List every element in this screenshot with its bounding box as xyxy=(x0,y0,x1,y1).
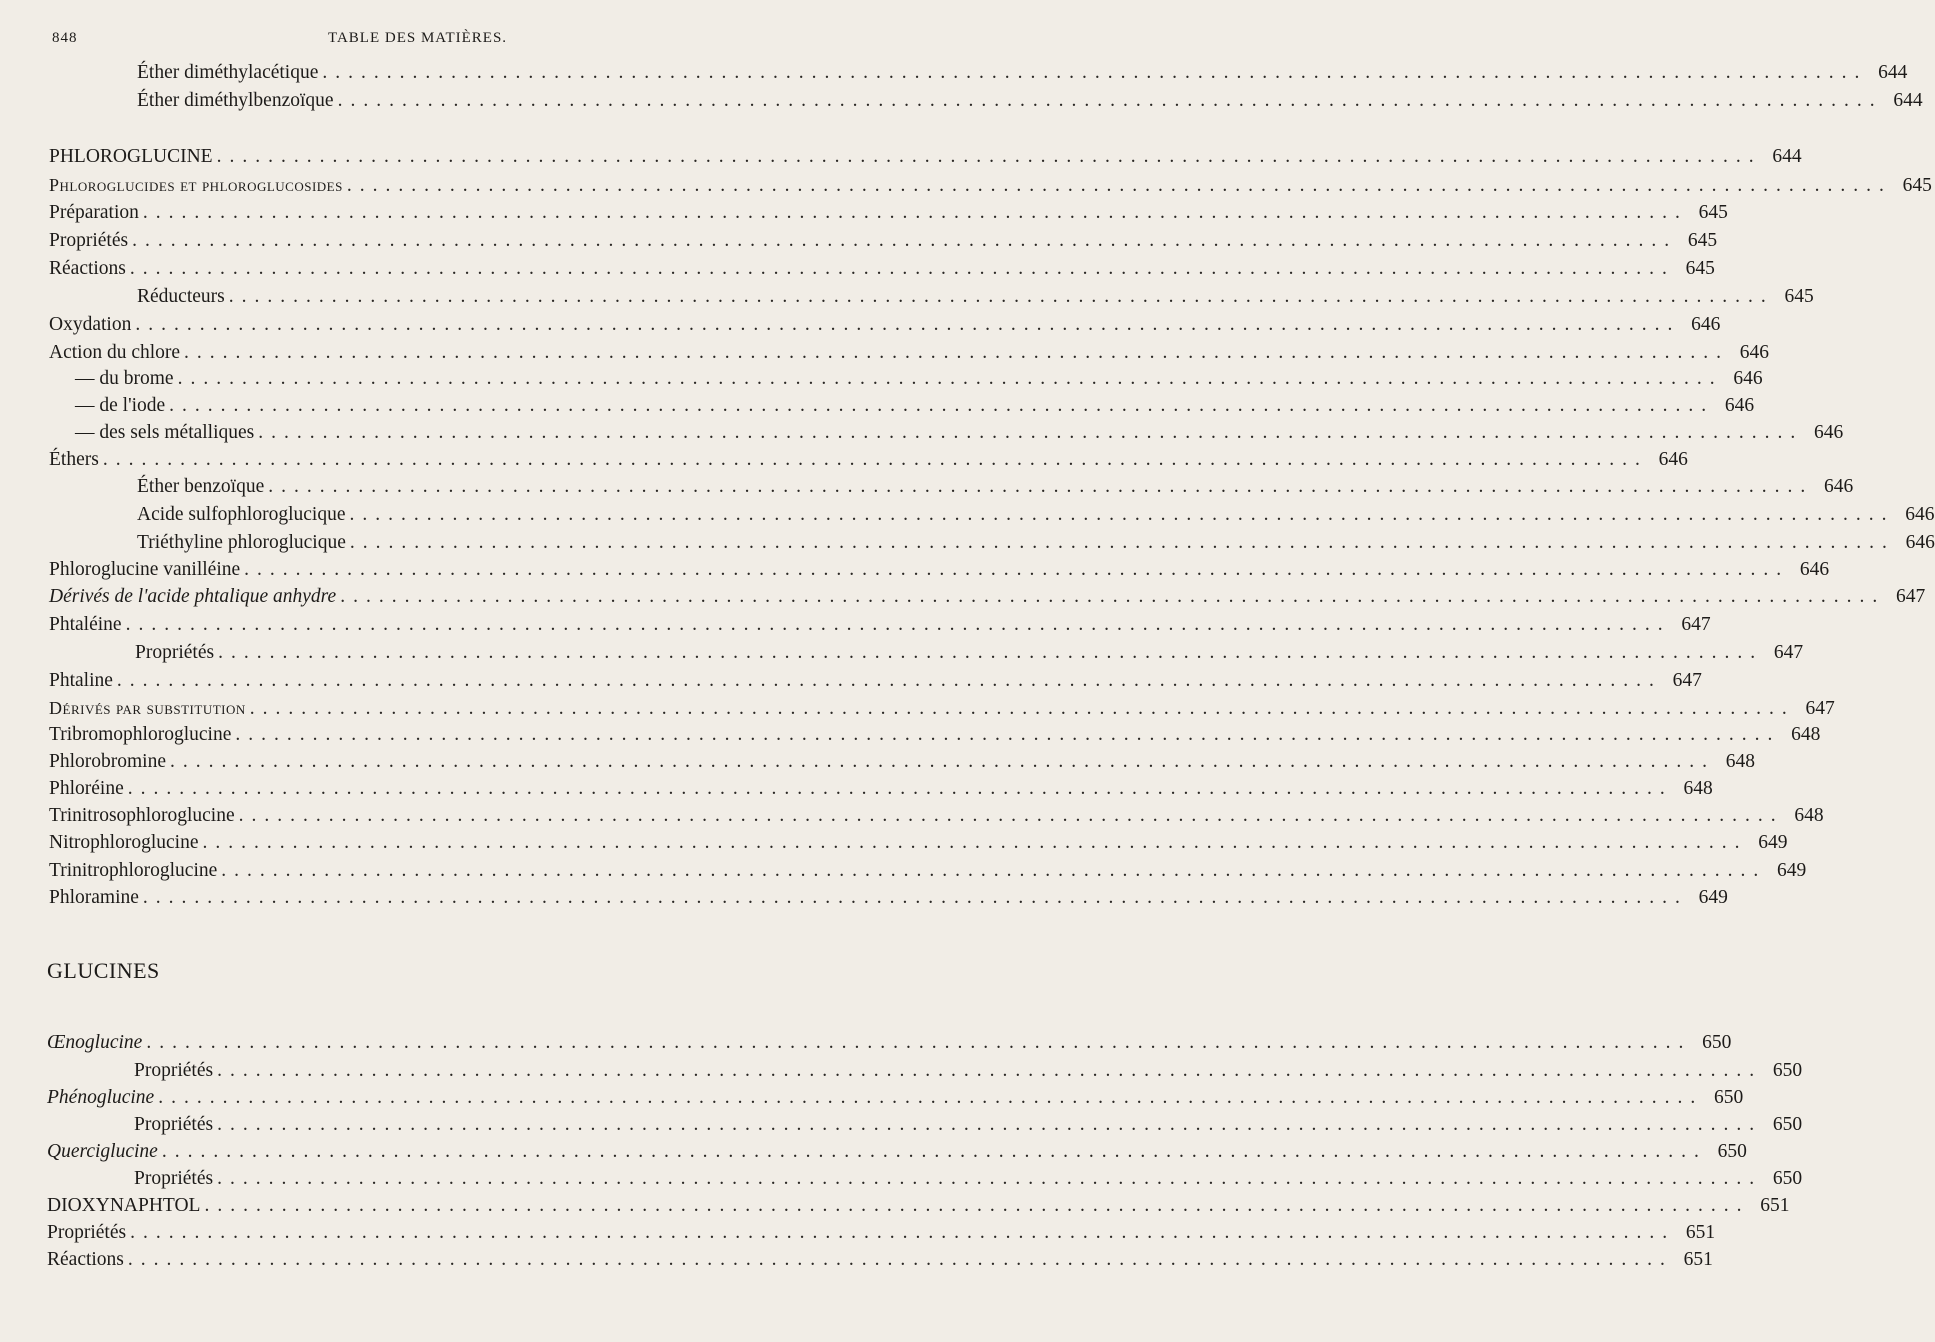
dot-leader: ........................................................................................................................ xyxy=(235,724,1781,745)
toc-entry-label: Phloramine xyxy=(49,887,139,908)
toc-entry xyxy=(49,256,1715,282)
page-header xyxy=(0,30,800,54)
dot-leader: ........................................................................................................................ xyxy=(349,532,1895,553)
dot-leader: ........................................................................................................................ xyxy=(249,698,1795,719)
toc-entry xyxy=(137,60,1908,86)
toc-entry-page: 645 xyxy=(1685,258,1715,279)
toc-entry xyxy=(49,144,1802,170)
toc-entry xyxy=(49,340,1770,366)
toc-entry-label: Phtaline xyxy=(49,670,113,691)
dot-leader: ........................................................................................................................ xyxy=(228,286,1774,307)
toc-entry-page: 646 xyxy=(1905,532,1935,553)
toc-entry-label: Propriétés xyxy=(134,1168,214,1189)
toc-entry-label: Éthers xyxy=(49,449,99,470)
dot-leader: ........................................................................................................................ xyxy=(221,860,1767,881)
dot-leader: ........................................................................................................................ xyxy=(217,1060,1763,1081)
toc-entry-label: Éther benzoïque xyxy=(137,476,265,497)
toc-entry-label: Trinitrophloroglucine xyxy=(49,860,218,881)
toc-entry-page: 646 xyxy=(1739,342,1770,363)
dot-leader: ........................................................................................................................ xyxy=(130,1222,1676,1243)
toc-entry-page: 645 xyxy=(1698,202,1728,223)
toc-entry xyxy=(49,749,1755,775)
toc-entry xyxy=(49,557,1830,583)
toc-entry-page: 651 xyxy=(1685,1222,1716,1243)
toc-entry xyxy=(49,776,1713,802)
toc-entry-label: Nitrophloroglucine xyxy=(49,832,199,853)
dot-leader: ........................................................................................................................ xyxy=(146,1032,1692,1053)
dot-leader: ........................................................................................................................ xyxy=(142,887,1688,908)
dot-leader: ........................................................................................................................ xyxy=(184,342,1730,363)
toc-entry-label: Propriétés xyxy=(134,1114,214,1135)
toc-entry xyxy=(49,858,1807,884)
toc-entry xyxy=(49,447,1688,473)
toc-entry-label: Phloroglucides et phloroglucosides xyxy=(49,175,343,195)
toc-entry-page: 646 xyxy=(1691,314,1721,335)
toc-entry-label: Action du chlore xyxy=(49,342,181,363)
toc-entry-page: 649 xyxy=(1698,887,1728,908)
toc-entry-label: Propriétés xyxy=(134,1060,214,1081)
dot-leader: ........................................................................................................................ xyxy=(127,778,1673,799)
running-title: TABLE DES MATIÈRES. xyxy=(328,30,508,46)
dot-leader: ........................................................................................................................ xyxy=(132,230,1678,251)
toc-entry-page: 647 xyxy=(1672,670,1702,691)
toc-entry-page: 647 xyxy=(1895,586,1926,607)
toc-entry xyxy=(49,172,1932,198)
toc-entry-label: Propriétés xyxy=(135,642,215,663)
toc-entry xyxy=(49,722,1821,748)
toc-entry-page: 646 xyxy=(1824,476,1854,497)
toc-entry-label: — des sels métalliques xyxy=(75,422,255,443)
toc-entry xyxy=(49,228,1718,254)
toc-entry-label: Préparation xyxy=(49,202,139,223)
dot-leader: ........................................................................................................................ xyxy=(127,1249,1673,1270)
toc-entry-label: Réducteurs xyxy=(137,286,225,307)
toc-entry-page: 646 xyxy=(1724,395,1755,416)
toc-entry-label: Phtaléine xyxy=(49,614,122,635)
toc-entry xyxy=(49,612,1711,638)
toc-entry-page: 648 xyxy=(1791,724,1821,745)
dot-leader: ........................................................................................................................ xyxy=(322,62,1868,83)
toc-entry-page: 646 xyxy=(1799,559,1830,580)
dot-leader: ........................................................................................................................ xyxy=(169,395,1715,416)
dot-leader: ........................................................................................................................ xyxy=(202,832,1748,853)
toc-entry-page: 645 xyxy=(1687,230,1718,251)
dot-leader: ........................................................................................................................ xyxy=(204,1195,1750,1216)
dot-leader: ........................................................................................................................ xyxy=(268,476,1814,497)
dot-leader: ........................................................................................................................ xyxy=(238,805,1784,826)
toc-entry-page: 644 xyxy=(1772,146,1802,167)
dot-leader: ........................................................................................................................ xyxy=(217,1114,1763,1135)
toc-entry-label: Dérivés de l'acide phtalique anhydre xyxy=(49,586,337,607)
dot-leader: ........................................................................................................................ xyxy=(216,146,1762,167)
toc-entry-page: 650 xyxy=(1772,1168,1803,1189)
dot-leader: ........................................................................................................................ xyxy=(217,1168,1763,1189)
toc-entry-label: — du brome xyxy=(75,368,174,389)
toc-entry-label: Réactions xyxy=(47,1249,124,1270)
dot-leader: ........................................................................................................................ xyxy=(349,504,1895,525)
toc-entry-page: 650 xyxy=(1772,1114,1803,1135)
toc-entry-page: 645 xyxy=(1784,286,1814,307)
dot-leader: ........................................................................................................................ xyxy=(218,642,1764,663)
toc-entry xyxy=(49,312,1721,338)
toc-entry-page: 647 xyxy=(1773,642,1804,663)
toc-entry xyxy=(75,366,1763,392)
dot-leader: ........................................................................................................................ xyxy=(346,175,1892,196)
toc-entry xyxy=(137,474,1854,500)
toc-entry-page: 646 xyxy=(1658,449,1688,470)
toc-entry-page: 650 xyxy=(1717,1141,1747,1162)
toc-entry xyxy=(137,88,1923,114)
toc-entry xyxy=(134,1058,1803,1084)
toc-entry-label: Phénoglucine xyxy=(47,1087,155,1108)
toc-entry xyxy=(135,640,1804,666)
dot-leader: ........................................................................................................................ xyxy=(102,449,1648,470)
toc-entry xyxy=(47,1030,1732,1056)
toc-entry-label: Phlorobromine xyxy=(49,751,166,772)
toc-entry xyxy=(49,885,1728,911)
toc-entry xyxy=(75,420,1844,446)
toc-entry xyxy=(47,1247,1713,1273)
dot-leader: ........................................................................................................................ xyxy=(135,314,1681,335)
dot-leader: ........................................................................................................................ xyxy=(158,1087,1704,1108)
toc-entry-label: Triéthyline phloroglucique xyxy=(137,532,346,553)
toc-entry-label: Querciglucine xyxy=(47,1141,158,1162)
toc-entry-label: Œnoglucine xyxy=(47,1032,143,1053)
toc-entry-page: 650 xyxy=(1713,1087,1744,1108)
toc-entry-label: Propriétés xyxy=(49,230,129,251)
toc-entry xyxy=(47,1085,1744,1111)
dot-leader: ........................................................................................................................ xyxy=(142,202,1688,223)
dot-leader: ........................................................................................................................ xyxy=(161,1141,1707,1162)
toc-entry xyxy=(134,1112,1803,1138)
page-number: 848 xyxy=(52,30,78,46)
toc-entry-label: Phloréine xyxy=(49,778,124,799)
toc-entry xyxy=(137,530,1935,556)
toc-entry-label: Tribromophloroglucine xyxy=(49,724,232,745)
dot-leader: ........................................................................................................................ xyxy=(170,751,1715,772)
dot-leader: ........................................................................................................................ xyxy=(116,670,1662,691)
dot-leader: ........................................................................................................................ xyxy=(129,258,1675,279)
toc-entry-page: 646 xyxy=(1733,368,1763,389)
toc-entry-page: 649 xyxy=(1758,832,1788,853)
toc-entry-page: 649 xyxy=(1777,860,1807,881)
toc-entry-page: 645 xyxy=(1902,175,1932,196)
toc-entry-page: 647 xyxy=(1681,614,1711,635)
toc-entry-label: Réactions xyxy=(49,258,126,279)
toc-entry xyxy=(49,584,1926,610)
toc-entry xyxy=(134,1166,1803,1192)
toc-entry-page: 646 xyxy=(1905,504,1935,525)
toc-entry-label: Oxydation xyxy=(49,314,132,335)
toc-entry xyxy=(47,1220,1716,1246)
toc-entry xyxy=(47,1139,1747,1165)
toc-entry-page: 648 xyxy=(1794,805,1824,826)
toc-entry-label: Trinitrosophloroglucine xyxy=(49,805,235,826)
toc-entry-label: Éther diméthylbenzoïque xyxy=(137,90,334,111)
toc-entry-label: DIOXYNAPHTOL xyxy=(47,1195,201,1216)
toc-entry-page: 650 xyxy=(1702,1032,1732,1053)
toc-entry-label: Acide sulfophloroglucique xyxy=(137,504,346,525)
toc-entry xyxy=(75,393,1755,419)
toc-entry xyxy=(137,284,1814,310)
toc-entry xyxy=(49,803,1824,829)
toc-entry-page: 650 xyxy=(1772,1060,1803,1081)
dot-leader: ........................................................................................................................ xyxy=(258,422,1804,443)
dot-leader: ........................................................................................................................ xyxy=(244,559,1790,580)
toc-entry-label: Propriétés xyxy=(47,1222,127,1243)
toc-entry-page: 644 xyxy=(1878,62,1908,83)
toc-entry-page: 644 xyxy=(1893,90,1923,111)
toc-entry xyxy=(49,830,1788,856)
toc-entry-label: Phloroglucine vanilléine xyxy=(49,559,241,580)
toc-entry-page: 651 xyxy=(1760,1195,1790,1216)
toc-entry xyxy=(47,1193,1790,1219)
toc-entry-label: Dérivés par substitution xyxy=(49,698,246,718)
toc-entry-page: 648 xyxy=(1683,778,1713,799)
section-title: GLUCINES xyxy=(47,958,160,983)
dot-leader: ........................................................................................................................ xyxy=(177,368,1723,389)
toc-entry-page: 647 xyxy=(1805,698,1835,719)
toc-entry xyxy=(49,695,1835,721)
toc-entry xyxy=(137,502,1935,528)
toc-entry-page: 651 xyxy=(1683,1249,1713,1270)
toc-entry xyxy=(49,668,1702,694)
toc-entry-label: PHLOROGLUCINE xyxy=(49,146,213,167)
toc-entry-page: 648 xyxy=(1725,751,1755,772)
toc-entry-label: — de l'iode xyxy=(75,395,166,416)
dot-leader: ........................................................................................................................ xyxy=(340,586,1886,607)
dot-leader: ........................................................................................................................ xyxy=(125,614,1671,635)
toc-entry-label: Éther diméthylacétique xyxy=(137,62,319,83)
toc-entry xyxy=(49,200,1728,226)
dot-leader: ........................................................................................................................ xyxy=(337,90,1883,111)
toc-entry-page: 646 xyxy=(1814,422,1844,443)
